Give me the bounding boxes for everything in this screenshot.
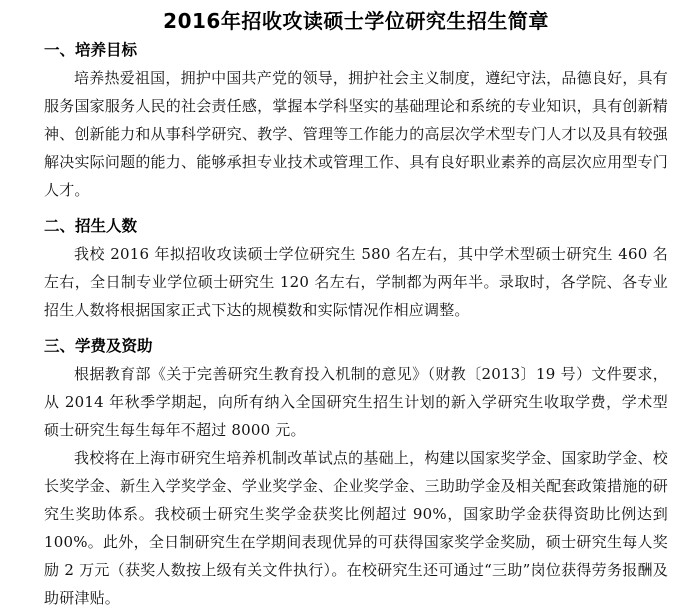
- section-heading: 三、学费及资助: [44, 337, 153, 355]
- section-paragraph: 根据教育部《关于完善研究生教育投入机制的意见》（财教〔2013〕19 号）文件要求，从 2014 年秋季学期起，向所有纳入全国研究生招生计划的新入学研究生收取学费，学术型硕士研究生每生每年不超过 8000 元。: [44, 365, 668, 439]
- section-paragraph: 我校将在上海市研究生培养机制改革试点的基础上，构建以国家奖学金、国家助学金、校长奖学金、新生入学奖学金、学业奖学金、企业奖学金、三助助学金及相关配套政策措施的研究生奖助体系。我校硕士研究生奖学金获奖比例超过 90%，国家助学金获得资助比例达到 100%。此外，全日制研究生在学期间表现优异的可获得国家奖学金奖励，硕士研究生每人奖励 2 万元（获奖人数按上级有关文件执行）。在校研究生还可通过“三助”岗位获得劳务报酬及助研津贴。: [44, 449, 668, 607]
- document-title: 2016年招收攻读硕士学位研究生招生简章: [163, 9, 549, 33]
- section-training-goals: [44, 36, 668, 204]
- section-paragraph: 培养热爱祖国，拥护中国共产党的领导，拥护社会主义制度，遵纪守法，品德良好，具有服务国家服务人民的社会责任感，掌握本学科坚实的基础理论和系统的专业知识，具有创新精神、创新能力和从事科学研究、教学、管理等工作能力的高层次学术型专门人才以及具有较强解决实际问题的能力、能够承担专业技术或管理工作、具有良好职业素养的高层次应用型专门人才。: [44, 69, 668, 199]
- section-heading: 一、培养目标: [44, 41, 138, 59]
- section-paragraph: 我校 2016 年拟招收攻读硕士学位研究生 580 名左右，其中学术型硕士研究生 460 名左右，全日制专业学位硕士研究生 120 名左右，学制都为两年半。录取时，各学院、各专业招生人数将根据国家正式下达的规模数和实际情况作相应调整。: [44, 245, 668, 319]
- section-heading: 二、招生人数: [44, 217, 138, 235]
- section-enrollment-numbers: [44, 212, 668, 324]
- section-tuition-and-aid: [44, 332, 668, 612]
